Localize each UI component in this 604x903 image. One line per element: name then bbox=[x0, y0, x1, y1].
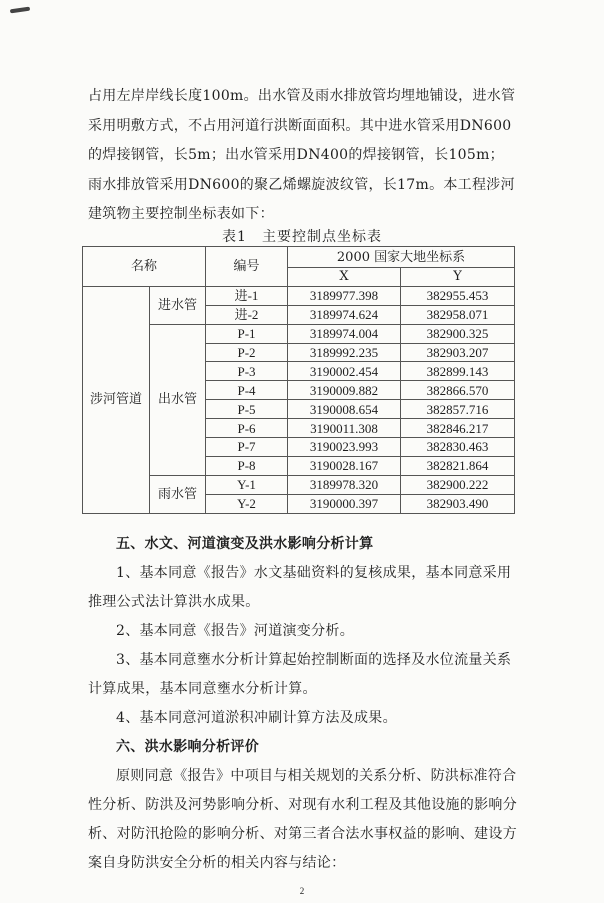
cell-y: 382846.217 bbox=[401, 419, 515, 438]
cell-y: 382830.463 bbox=[401, 438, 515, 457]
cell-x: 3190009.882 bbox=[288, 381, 401, 400]
body-sections bbox=[88, 530, 518, 878]
group-name: 涉河管道 bbox=[83, 286, 150, 513]
section5-item-3: 3、基本同意壅水分析计算起始控制断面的选择及水位流量关系计算成果，基本同意壅水分析计算。 bbox=[88, 652, 512, 697]
section5-item-1: 1、基本同意《报告》水文基础资料的复核成果，基本同意采用推理公式法计算洪水成果。 bbox=[88, 565, 512, 610]
cell-code: P-5 bbox=[206, 400, 288, 419]
header-code: 编号 bbox=[206, 247, 288, 287]
cell-x: 3190000.397 bbox=[288, 494, 401, 513]
cell-x: 3190023.993 bbox=[288, 438, 401, 457]
cell-code: Y-1 bbox=[206, 475, 288, 494]
header-name: 名称 bbox=[83, 247, 206, 287]
table-caption: 表1 主要控制点坐标表 bbox=[222, 229, 382, 245]
coordinate-table bbox=[82, 246, 515, 514]
cell-x: 3189977.398 bbox=[288, 286, 401, 305]
header-y: Y bbox=[401, 268, 515, 287]
cell-x: 3189978.320 bbox=[288, 475, 401, 494]
section6-heading: 六、洪水影响分析评价 bbox=[116, 739, 259, 755]
cell-y: 382899.143 bbox=[401, 362, 515, 381]
section5-item-4: 4、基本同意河道淤积冲刷计算方法及成果。 bbox=[116, 710, 397, 726]
cell-y: 382857.716 bbox=[401, 400, 515, 419]
subgroup-name: 出水管 bbox=[150, 324, 206, 475]
cell-y: 382903.207 bbox=[401, 343, 515, 362]
cell-code: P-2 bbox=[206, 343, 288, 362]
cell-x: 3190002.454 bbox=[288, 362, 401, 381]
cell-y: 382866.570 bbox=[401, 381, 515, 400]
scan-mark bbox=[10, 7, 30, 14]
cell-code: Y-2 bbox=[206, 494, 288, 513]
subgroup-name: 进水管 bbox=[150, 286, 206, 324]
header-coordinate-system: 2000 国家大地坐标系 bbox=[288, 247, 515, 268]
cell-code: 进-2 bbox=[206, 305, 288, 324]
cell-y: 382903.490 bbox=[401, 494, 515, 513]
cell-code: P-8 bbox=[206, 456, 288, 475]
intro-text: 占用左岸岸线长度100m。出水管及雨水排放管均埋地铺设，进水管采用明敷方式，不占用河道行洪断面面积。其中进水管采用DN600的焊接钢管，长5m；出水管采用DN400的焊接钢管，长105m；雨水排放管采用DN600的聚乙烯螺旋波纹管，长17m。本工程涉河建筑物主要控制坐标表如下： bbox=[88, 88, 516, 222]
cell-code: P-6 bbox=[206, 419, 288, 438]
cell-y: 382900.325 bbox=[401, 324, 515, 343]
section5-item-2: 2、基本同意《报告》河道演变分析。 bbox=[116, 623, 355, 639]
table-header-row bbox=[83, 247, 515, 268]
cell-code: P-3 bbox=[206, 362, 288, 381]
cell-x: 3189992.235 bbox=[288, 343, 401, 362]
cell-y: 382900.222 bbox=[401, 475, 515, 494]
page-number: 2 bbox=[299, 886, 305, 896]
cell-x: 3190008.654 bbox=[288, 400, 401, 419]
section6-paragraph: 原则同意《报告》中项目与相关规划的关系分析、防洪标准符合性分析、防洪及河势影响分析、对现有水利工程及其他设施的影响分析、对防汛抢险的影响分析、对第三者合法水事权益的影响、建设方案自身防洪安全分析的相关内容与结论： bbox=[88, 768, 517, 871]
cell-code: 进-1 bbox=[206, 286, 288, 305]
cell-x: 3189974.624 bbox=[288, 305, 401, 324]
subgroup-name: 雨水管 bbox=[150, 475, 206, 513]
cell-x: 3190028.167 bbox=[288, 456, 401, 475]
cell-code: P-4 bbox=[206, 381, 288, 400]
table-row bbox=[83, 286, 515, 305]
intro-paragraph bbox=[88, 82, 516, 230]
cell-x: 3190011.308 bbox=[288, 419, 401, 438]
header-x: X bbox=[288, 268, 401, 287]
cell-code: P-1 bbox=[206, 324, 288, 343]
cell-x: 3189974.004 bbox=[288, 324, 401, 343]
cell-y: 382958.071 bbox=[401, 305, 515, 324]
cell-y: 382821.864 bbox=[401, 456, 515, 475]
cell-y: 382955.453 bbox=[401, 286, 515, 305]
cell-code: P-7 bbox=[206, 438, 288, 457]
section5-heading: 五、水文、河道演变及洪水影响分析计算 bbox=[116, 536, 374, 552]
